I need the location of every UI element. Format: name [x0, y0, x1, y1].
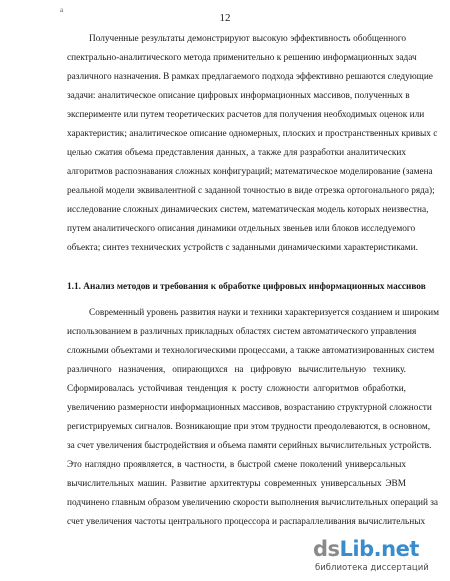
paragraph-line: целью сжатия объема представления данных, а также для разработки аналитических [67, 148, 406, 158]
paragraph-line: вычислительных машин. Развитие архитектуры современных универсальных ЭВМ [67, 479, 406, 489]
paragraph-line: исследование сложных динамических систем, математическая модель которых неизвестна, [67, 205, 429, 215]
paragraph-line: увеличению размерности информационных массивов, возрастанию структурной сложности [67, 403, 432, 413]
section-heading: 1.1. Анализ методов и требования к обработке цифровых информационных массивов [67, 282, 426, 292]
paragraph-line: эксперименте или путем теоретических расчетов для получения необходимых оценок или [67, 110, 425, 120]
paragraph-line: счет увеличения частоты центрального процессора и распараллеливания вычислительных [67, 517, 426, 527]
paragraph-line: за счет увеличения быстродействия и объема памяти серийных вычислительных устройств. [67, 441, 432, 451]
paragraph-line: характеристик; аналитическое описание одномерных, плоских и пространственных кривых с [67, 129, 438, 139]
paragraph-line: спектрально-аналитического метода применительно к решению информационных задач [67, 53, 417, 63]
watermark-logo-net: net [381, 537, 419, 561]
page-number: 12 [219, 12, 231, 24]
paragraph-line: использованием в различных прикладных областях систем автоматического управления [67, 327, 417, 337]
dslib-watermark[interactable] [313, 537, 443, 577]
paragraph-line: различного назначения, опирающихся на цифровую вычислительную технику. [67, 365, 406, 375]
paragraph-line: Полученные результаты демонстрируют высокую эффективность обобщенного [89, 34, 406, 44]
paragraph-line: подчинено главным образом увеличению скорости выполнения вычислительных операций за [67, 498, 439, 508]
paragraph-line: Это наглядно проявляется, в частности, в быстрой смене поколений универсальных [67, 460, 406, 470]
watermark-subtitle: библиотека диссертаций [315, 563, 429, 573]
watermark-logo-ds: ds [313, 537, 340, 561]
paragraph-line: путем аналитического описания динамики отдельных звеньев или блоков исследуемого [67, 224, 416, 234]
paragraph-line: регистрируемых сигналов. Возникающие при этом трудности преодолеваются, в основном, [67, 422, 431, 432]
watermark-logo-lib: Lib [339, 537, 374, 561]
paragraph-line: алгоритмов распознавания сложных конфигураций; математическое моделирование (замена [67, 167, 433, 177]
watermark-logo [313, 537, 419, 561]
corner-mark: a [60, 6, 64, 14]
paragraph-line: задачи: аналитическое описание цифровых информационных массивов, полученных в [67, 91, 410, 101]
paragraph-line: реальной модели эквивалентной с заданной точностью в виде отрезка ортогонального ряда); [67, 186, 435, 196]
paragraph-line: сложными объектами и технологическими процессами, а также автоматизированных систем [67, 346, 435, 356]
paragraph-line: объекта; синтез технических устройств с заданными динамическими характеристиками. [67, 243, 418, 253]
paragraph-line: Сформировалась устойчивая тенденция к росту сложности алгоритмов обработки, [67, 384, 406, 394]
paragraph-line: различного назначения. В рамках предлагаемого подхода эффективно решаются следующие [67, 72, 433, 82]
paragraph-line: Современный уровень развития науки и техники характеризуется созданием и широким [89, 308, 439, 318]
watermark-logo-dot: . [373, 537, 382, 561]
